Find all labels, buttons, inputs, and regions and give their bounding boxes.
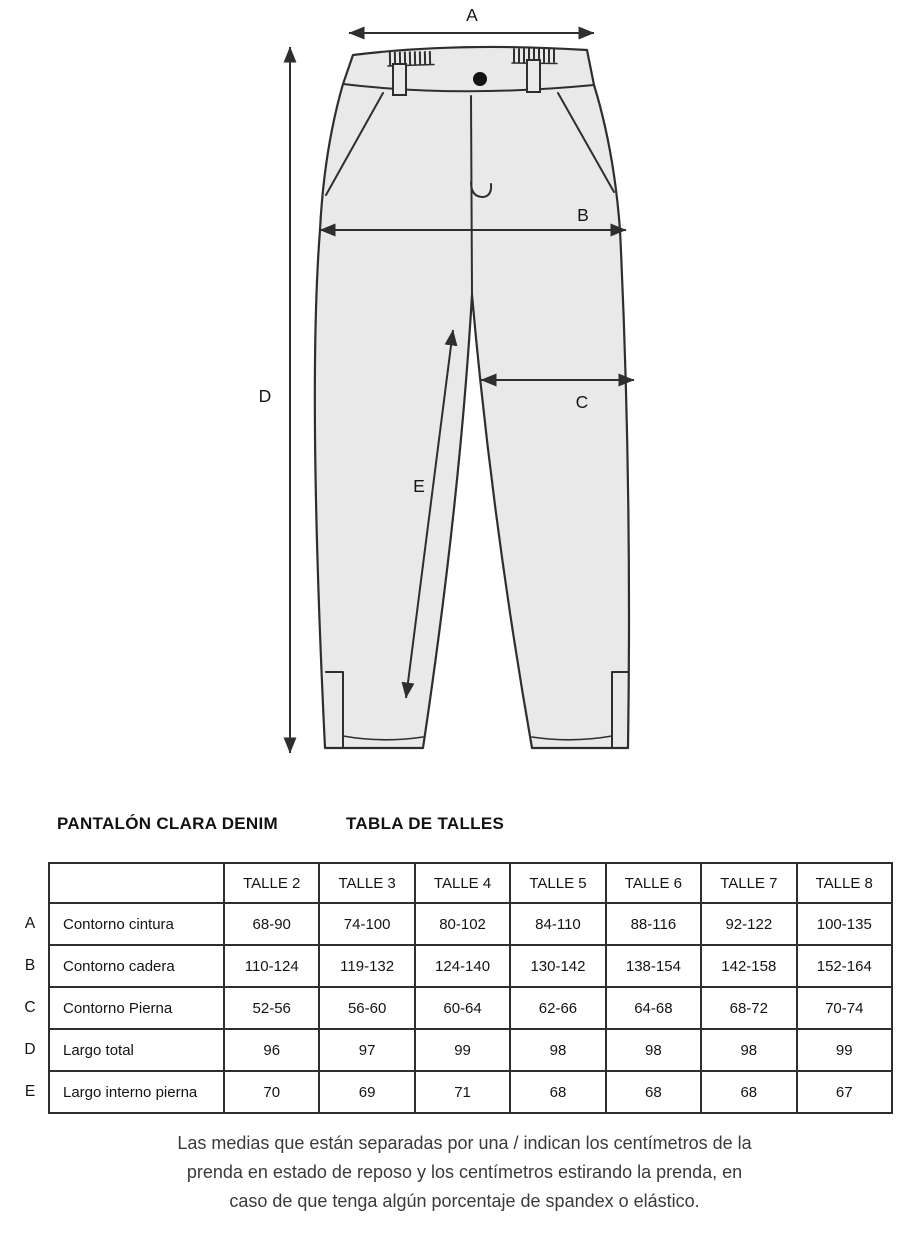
size-value-cell: 98 [701, 1029, 796, 1071]
size-value-cell: 68 [701, 1071, 796, 1113]
size-value-cell: 97 [319, 1029, 414, 1071]
size-value-cell: 142-158 [701, 945, 796, 987]
size-table-row [49, 903, 892, 945]
footer-note [14, 1129, 901, 1216]
measure-name-cell: Contorno Pierna [49, 987, 224, 1029]
waist-button [473, 72, 487, 86]
row-letter: D [24, 1041, 36, 1058]
measure-label-b: B [577, 205, 589, 225]
size-value-cell: 68-72 [701, 987, 796, 1029]
size-value-cell: 71 [415, 1071, 510, 1113]
belt-loop-left [393, 64, 406, 95]
size-value-cell: 110-124 [224, 945, 319, 987]
size-table-body [49, 903, 892, 1113]
size-value-cell: 70-74 [797, 987, 892, 1029]
size-value-cell: 68 [606, 1071, 701, 1113]
row-letter-column [16, 903, 44, 1113]
belt-loop-right [527, 60, 540, 92]
size-column-header: TALLE 4 [415, 863, 510, 903]
measure-label-c: C [575, 392, 589, 412]
size-table-row [49, 987, 892, 1029]
measure-name-cell: Contorno cintura [49, 903, 224, 945]
size-value-cell: 74-100 [319, 903, 414, 945]
size-column-header: TALLE 8 [797, 863, 892, 903]
size-value-cell: 92-122 [701, 903, 796, 945]
size-value-cell: 152-164 [797, 945, 892, 987]
size-value-cell: 68-90 [224, 903, 319, 945]
size-column-header: TALLE 3 [319, 863, 414, 903]
measure-name-cell: Largo interno pierna [49, 1071, 224, 1113]
size-column-header: TALLE 5 [510, 863, 605, 903]
size-column-header: TALLE 2 [224, 863, 319, 903]
size-value-cell: 99 [797, 1029, 892, 1071]
size-table-row [49, 1029, 892, 1071]
size-value-cell: 138-154 [606, 945, 701, 987]
size-value-cell: 80-102 [415, 903, 510, 945]
footer-note-line: prenda en estado de reposo y los centímetros estirando la prenda, en [186, 1162, 743, 1182]
size-table-row [49, 1071, 892, 1113]
measure-name-cell: Contorno cadera [49, 945, 224, 987]
measure-name-cell: Largo total [49, 1029, 224, 1071]
size-column-header: TALLE 7 [701, 863, 796, 903]
table-title: TABLA DE TALLES [346, 814, 505, 833]
product-title: PANTALÓN CLARA DENIM [57, 814, 278, 833]
row-letter: E [24, 1083, 36, 1100]
size-value-cell: 68 [510, 1071, 605, 1113]
size-value-cell: 124-140 [415, 945, 510, 987]
size-value-cell: 88-116 [606, 903, 701, 945]
size-value-cell: 69 [319, 1071, 414, 1113]
row-letter: C [24, 999, 36, 1016]
size-table-head-row [49, 863, 892, 903]
row-letter: A [24, 915, 36, 932]
size-table [48, 862, 893, 1114]
size-value-cell: 99 [415, 1029, 510, 1071]
measure-label-a: A [466, 5, 478, 25]
footer-note-line: caso de que tenga algún porcentaje de spandex o elástico. [229, 1191, 700, 1211]
measure-label-d: D [258, 386, 272, 406]
size-value-cell: 130-142 [510, 945, 605, 987]
measure-label-e: E [413, 476, 425, 496]
footer-note-line: Las medias que están separadas por una / indican los centímetros de la [177, 1133, 752, 1153]
size-value-cell: 52-56 [224, 987, 319, 1029]
size-value-cell: 56-60 [319, 987, 414, 1029]
corner-cell [49, 863, 224, 903]
size-value-cell: 96 [224, 1029, 319, 1071]
size-value-cell: 60-64 [415, 987, 510, 1029]
size-value-cell: 98 [606, 1029, 701, 1071]
size-value-cell: 67 [797, 1071, 892, 1113]
size-value-cell: 119-132 [319, 945, 414, 987]
size-value-cell: 64-68 [606, 987, 701, 1029]
size-value-cell: 98 [510, 1029, 605, 1071]
size-value-cell: 100-135 [797, 903, 892, 945]
size-table-row [49, 945, 892, 987]
size-value-cell: 84-110 [510, 903, 605, 945]
size-value-cell: 62-66 [510, 987, 605, 1029]
size-value-cell: 70 [224, 1071, 319, 1113]
row-letter: B [24, 957, 36, 974]
size-column-header: TALLE 6 [606, 863, 701, 903]
